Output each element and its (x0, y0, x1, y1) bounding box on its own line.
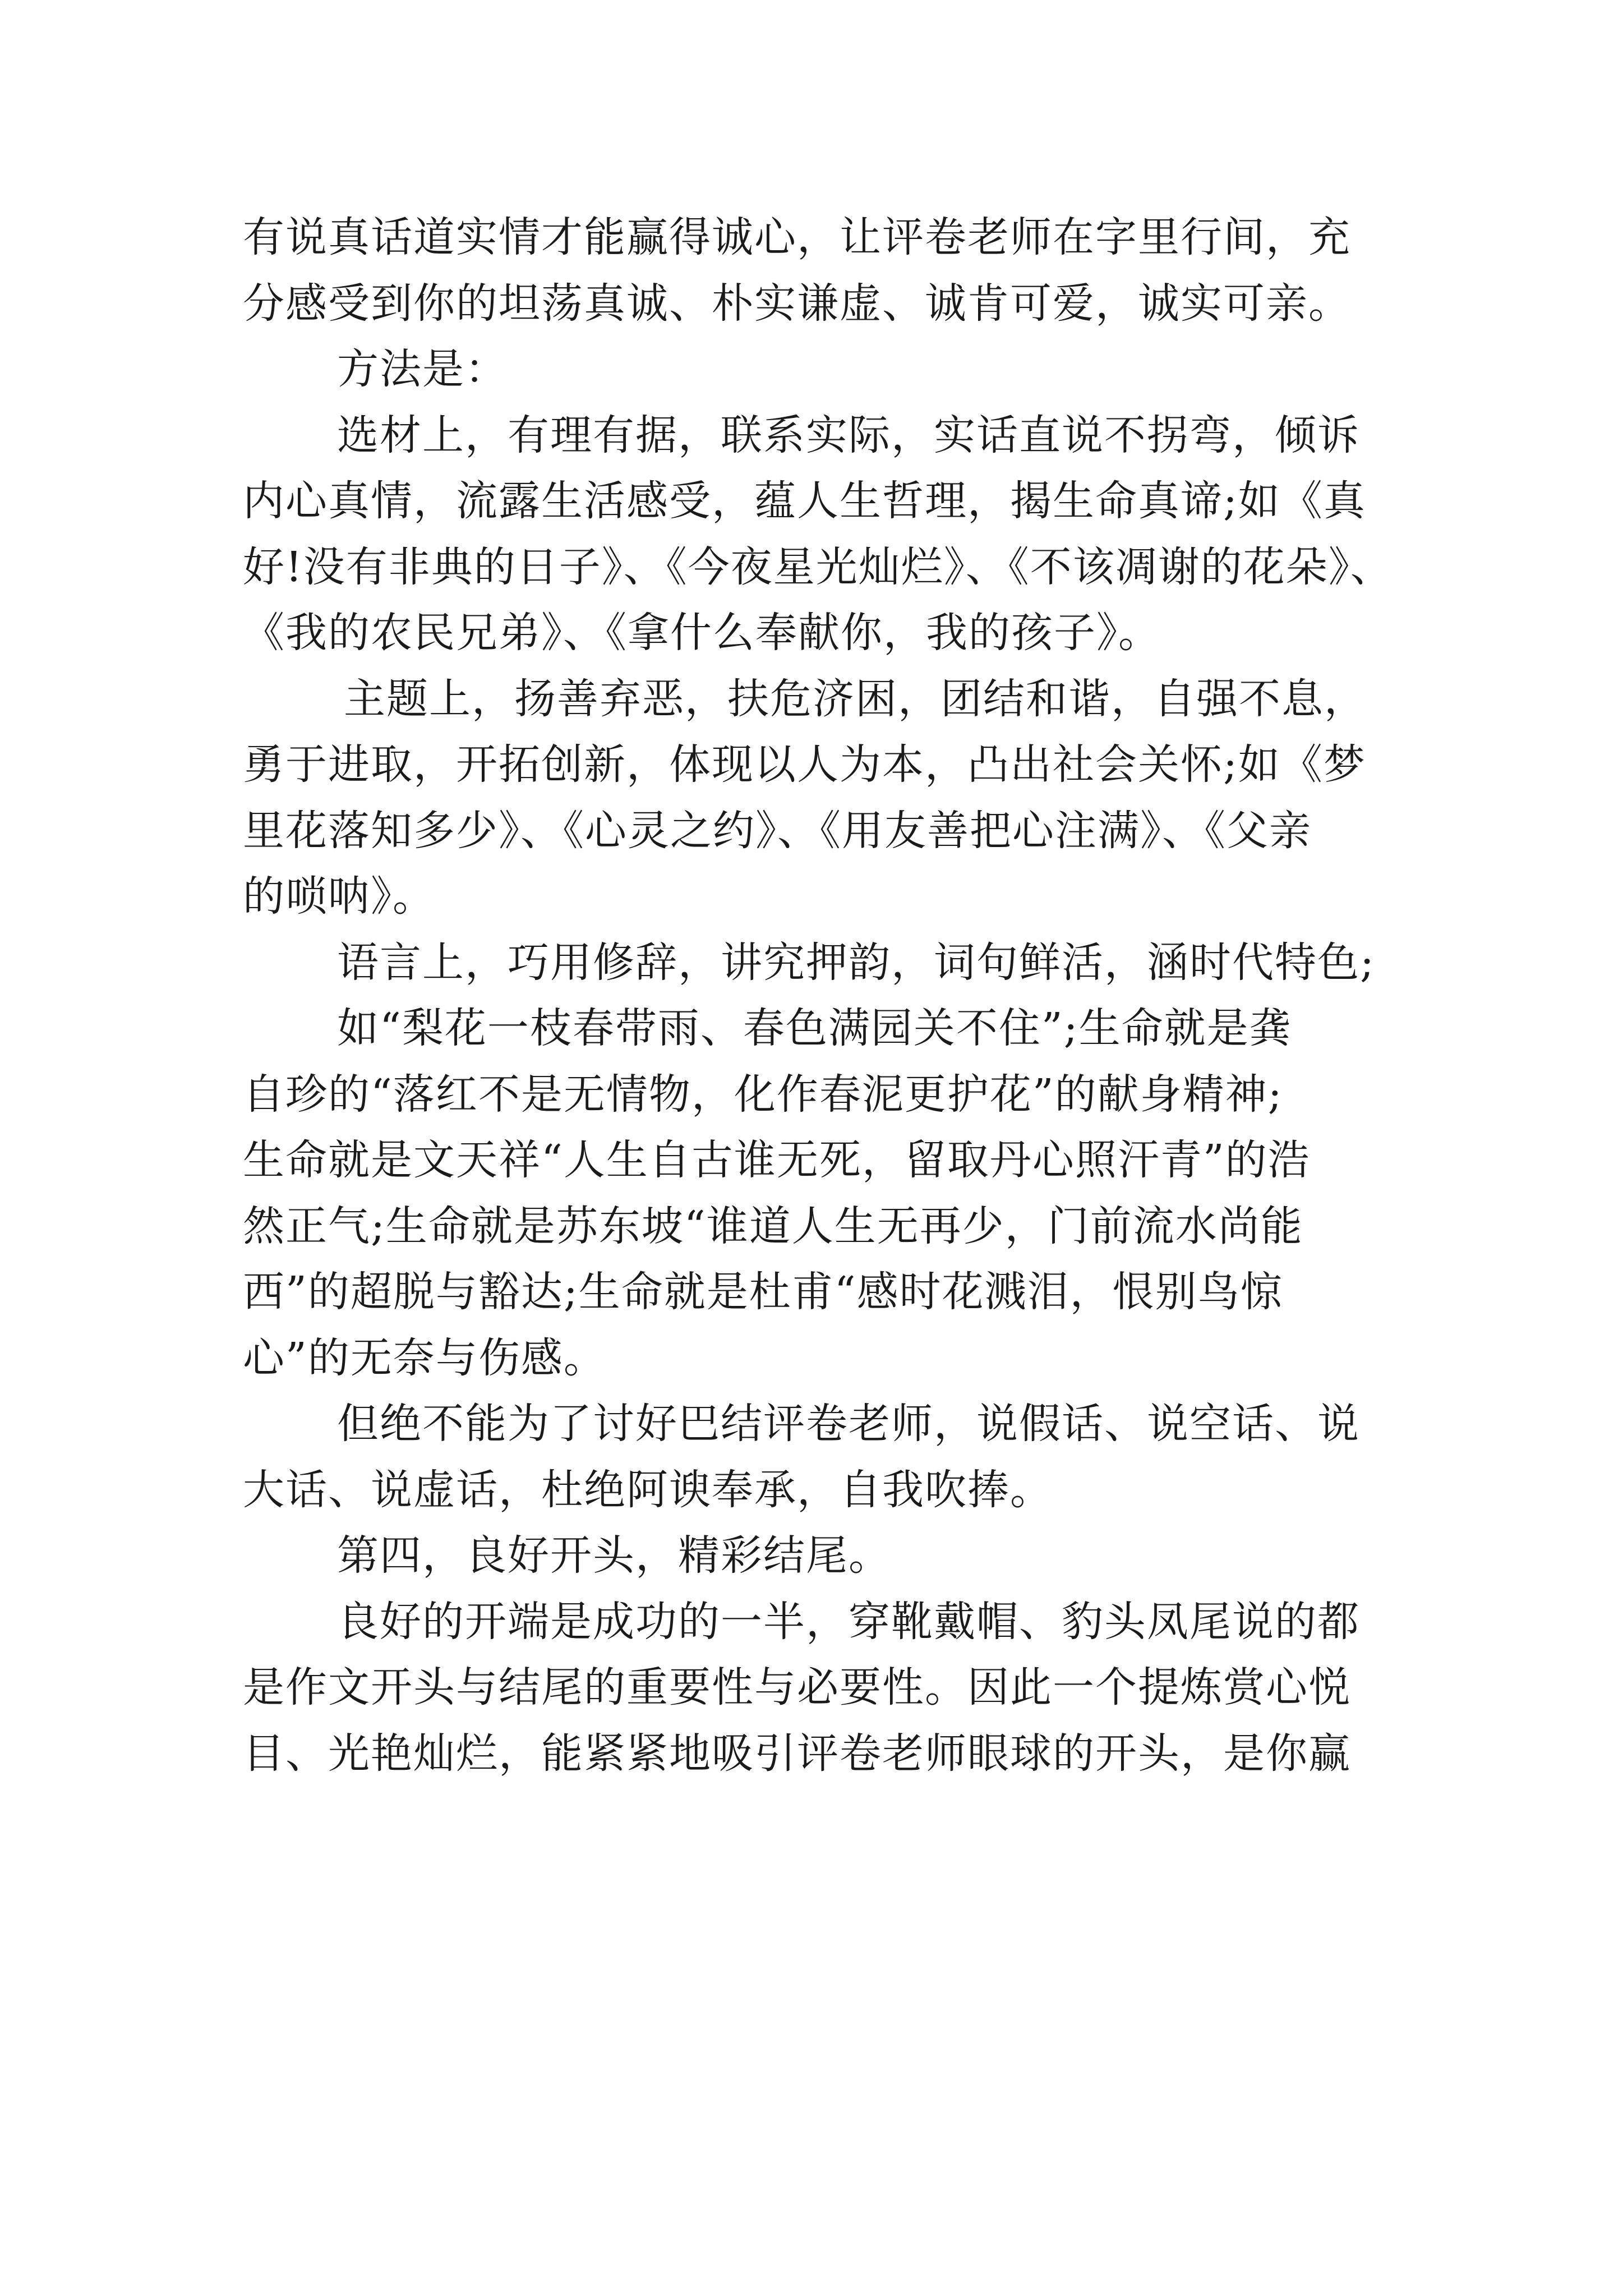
text-line: 里花落知多少》、《心灵之约》、《用友善把心注满》、《父亲 (243, 806, 1312, 855)
text-line: 内心真情，流露生活感受，蕴人生哲理，揭生命真谛;如《真 (243, 477, 1366, 525)
text-line: 选材上，有理有据，联系实际，实话直说不拐弯，倾诉 (337, 411, 1360, 459)
body-text (243, 205, 1409, 1787)
text-line: 西”的超脱与豁达;生命就是杜甫“感时花溅泪，恨别鸟惊 (243, 1268, 1283, 1316)
text-line: 自珍的“落红不是无情物，化作春泥更护花”的献身精神; (243, 1070, 1283, 1119)
text-line: 的唢呐》。 (243, 872, 435, 921)
text-line: 勇于进取，开拓创新，体现以人为本，凸出社会关怀;如《梦 (243, 740, 1366, 789)
text-line: 《我的农民兄弟》、《拿什么奉献你，我的孩子》。 (243, 609, 1161, 657)
text-line: 有说真话道实情才能赢得诚心，让评卷老师在字里行间，充 (243, 213, 1351, 261)
text-line: 主题上，扬善弃恶，扶危济困，团结和谐，自强不息， (344, 674, 1367, 723)
text-line: 大话、说虚话，杜绝阿谀奉承，自我吹捧。 (243, 1465, 1053, 1514)
text-line: 心”的无奈与伤感。 (243, 1333, 606, 1382)
text-line: 然正气;生命就是苏东坡“谁道人生无再少，门前流水尚能 (243, 1202, 1303, 1250)
text-line: 但绝不能为了讨好巴结评卷老师，说假话、说空话、说 (337, 1400, 1360, 1448)
text-line: 第四，良好开头，精彩结尾。 (337, 1531, 891, 1580)
text-line: 生命就是文天祥“人生自古谁无死，留取丹心照汗青”的浩 (243, 1136, 1311, 1184)
text-line: 语言上，巧用修辞，讲究押韵，词句鲜活，涵时代特色; (337, 938, 1375, 987)
text-line: 如“梨花一枝春带雨、春色满园关不住”;生命就是龚 (337, 1004, 1292, 1052)
text-line: 方法是： (337, 345, 508, 393)
text-line: 良好的开端是成功的一半，穿靴戴帽、豹头凤尾说的都 (337, 1597, 1360, 1646)
text-line: 是作文开头与结尾的重要性与必要性。因此一个提炼赏心悦 (243, 1663, 1351, 1711)
text-line: 好!没有非典的日子》、《今夜星光灿烂》、《不该凋谢的花朵》、 (243, 542, 1393, 591)
text-line: 目、光艳灿烂，能紧紧地吸引评卷老师眼球的开头，是你赢 (243, 1729, 1351, 1778)
text-line: 分感受到你的坦荡真诚、朴实谦虚、诚肯可爱，诚实可亲。 (243, 279, 1351, 328)
